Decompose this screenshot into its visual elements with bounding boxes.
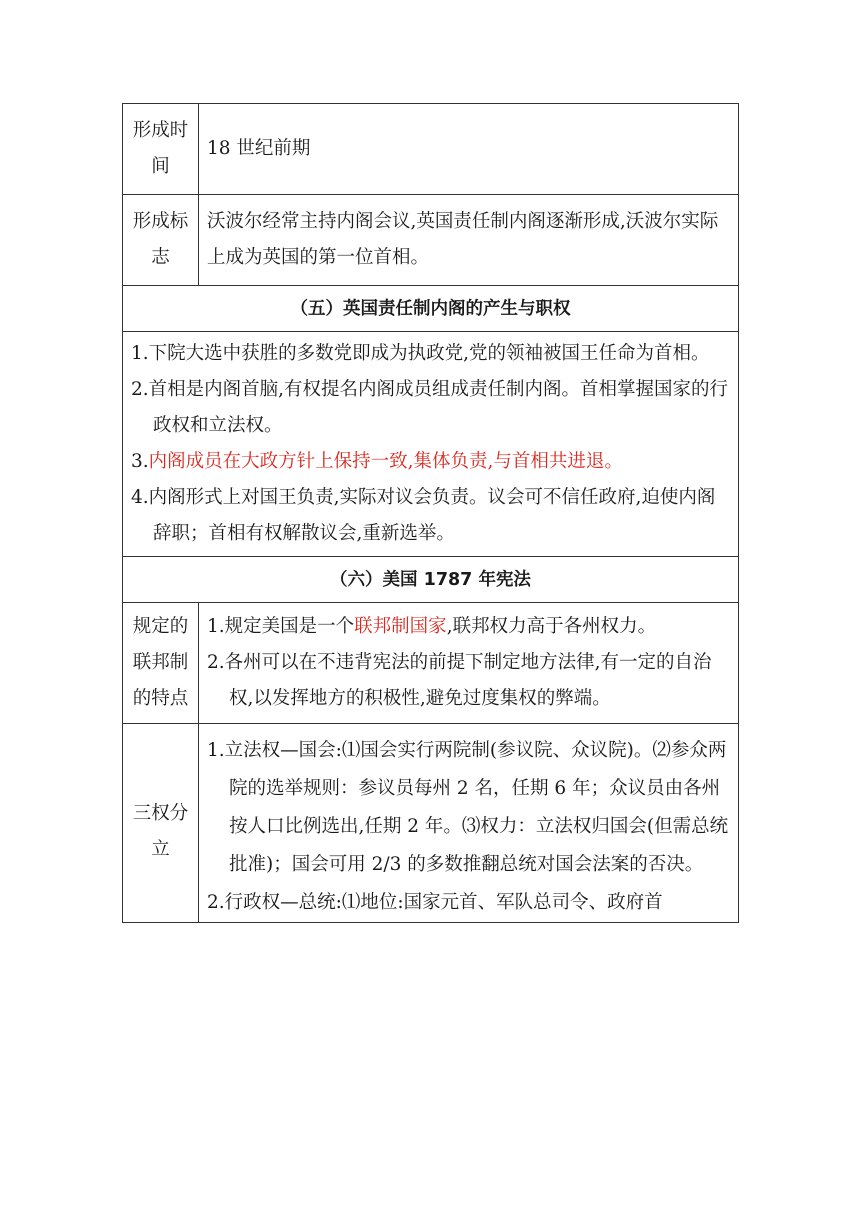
- row-section5-items: [123, 332, 739, 557]
- row-formation-mark: [123, 195, 739, 286]
- section6-title: （六）美国 1787 年宪法: [123, 557, 739, 603]
- list-item: 1.规定美国是一个联邦制国家,联邦权力高于各州权力。: [207, 616, 657, 637]
- separation-label: 三权分立: [123, 724, 199, 923]
- list-item: 4.内阁形式上对国王负责,实际对议会负责。议会可不信任政府,迫使内阁辞职；首相有权解散议会,重新选举。: [131, 487, 716, 544]
- list-item: 3.内阁成员在大政方针上保持一致,集体负责,与首相共进退。: [131, 451, 623, 472]
- separation-list: [199, 724, 739, 923]
- row-formation-time: [123, 104, 739, 195]
- list-item: 2.行政权—总统:⑴地位:国家元首、军队总司令、政府首: [207, 892, 663, 913]
- highlight-text: 联邦制国家: [354, 616, 447, 637]
- section5-list: [123, 332, 739, 557]
- row-federal: [123, 603, 739, 724]
- list-item: 2.首相是内阁首脑,有权提名内阁成员组成责任制内阁。首相掌握国家的行政权和立法权。: [131, 379, 729, 436]
- section5-title: （五）英国责任制内阁的产生与职权: [123, 286, 739, 332]
- formation-mark-label: 形成标志: [123, 195, 199, 286]
- list-item: 2.各州可以在不违背宪法的前提下制定地方法律,有一定的自治权,以发挥地方的积极性,避免过度集权的弊端。: [207, 652, 712, 709]
- content-table: [122, 103, 739, 923]
- highlight-text: 内阁成员在大政方针上保持一致,集体负责,与首相共进退。: [148, 451, 623, 472]
- row-section5-title: [123, 286, 739, 332]
- row-separation: [123, 724, 739, 923]
- formation-time-label: 形成时间: [123, 104, 199, 195]
- list-item: 1.立法权—国会:⑴国会实行两院制(参议院、众议院)。⑵参众两院的选举规则：参议员每州 2 名，任期 6 年；众议员由各州按人口比例选出,任期 2 年。⑶权力：立法权归国会(但需总统批准)；国会可用 2/3 的多数推翻总统对国会法案的否决。: [207, 740, 729, 875]
- formation-mark-value: 沃波尔经常主持内阁会议,英国责任制内阁逐渐形成,沃波尔实际上成为英国的第一位首相。: [199, 195, 739, 286]
- formation-time-value: 18 世纪前期: [199, 104, 739, 195]
- list-item: 1.下院大选中获胜的多数党即成为执政党,党的领袖被国王任命为首相。: [131, 343, 710, 364]
- federal-label: 规定的联邦制的特点: [123, 603, 199, 724]
- row-section6-title: [123, 557, 739, 603]
- federal-list: [199, 603, 739, 724]
